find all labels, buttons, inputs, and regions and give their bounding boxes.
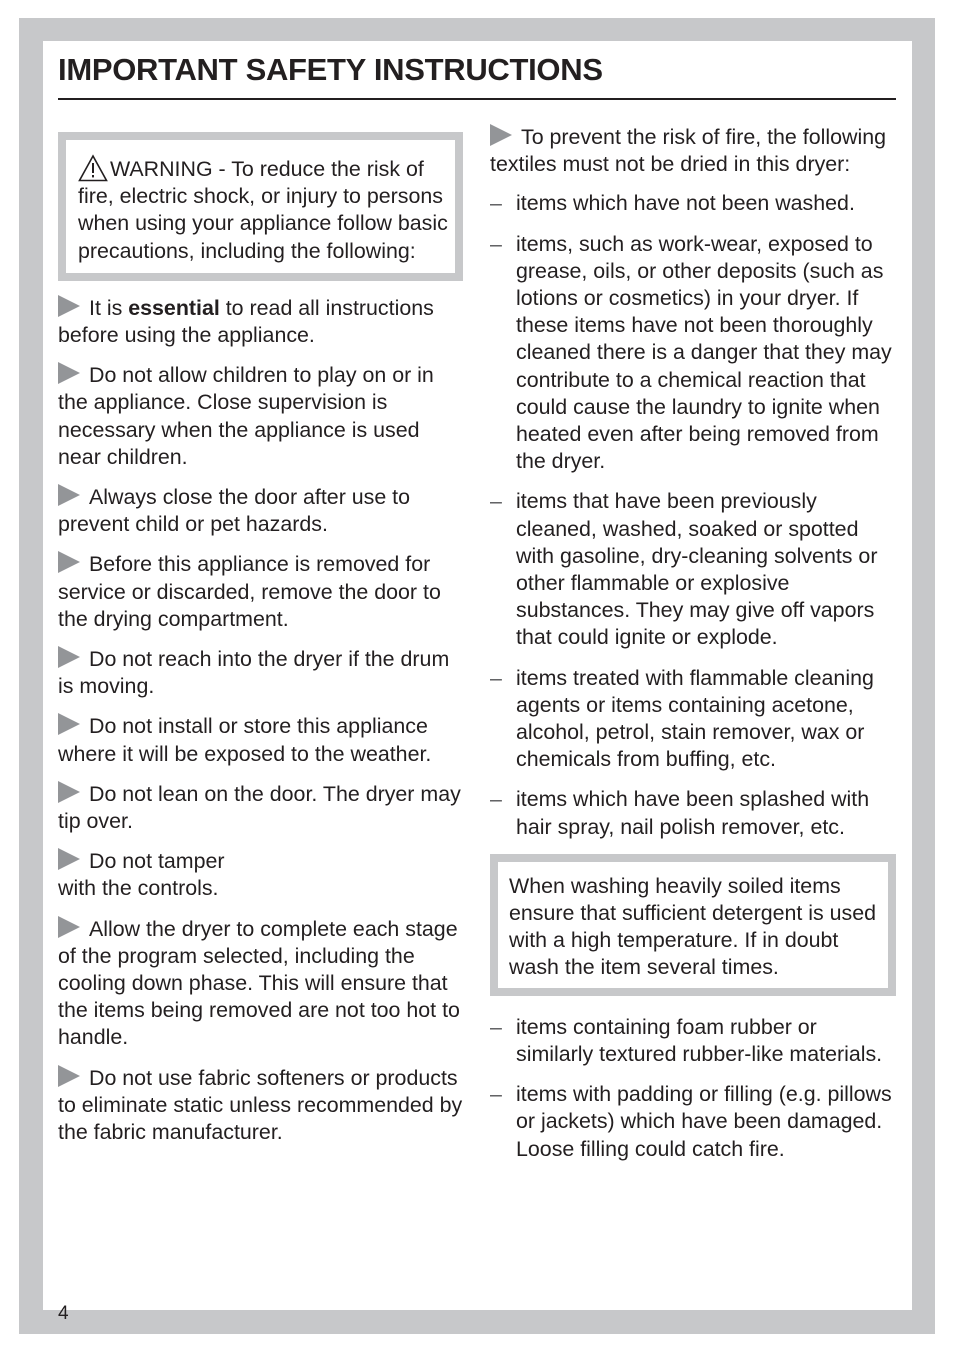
- bullet-arrow-icon: [58, 916, 80, 938]
- bullet-arrow-icon: [58, 1065, 80, 1087]
- bullet-drum-moving: Do not reach into the dryer if the drum is moving.: [58, 647, 450, 699]
- bullet-complete-stage: Allow the dryer to complete each stage of the program selected, including the cooling down phase. This will ensure that the items being removed are not too hot to handle.: [58, 916, 460, 1050]
- bullet-arrow-icon: [58, 646, 80, 668]
- left-column: [58, 132, 463, 1159]
- list-item: – items that have been previously cleaned, washed, soaked or spotted with gasoline, dry-cleaning solvents or other flammable or explosive substances. They may give off vapors that could ignite or explode.: [490, 489, 878, 650]
- bullet-arrow-icon: [58, 781, 80, 803]
- bullet-close-door: Always close the door after use to prevent child or pet hazards.: [58, 485, 411, 537]
- bullet-fabric-softeners: Do not use fabric softeners or products to eliminate static unless recommended by the fabric manufacturer.: [58, 1065, 463, 1145]
- bullet-arrow-icon: [58, 713, 80, 735]
- bullet-arrow-icon: [58, 848, 80, 870]
- warning-triangle-icon: [78, 154, 108, 182]
- fire-risk-lead: To prevent the risk of fire, the following textiles must not be dried in this dryer:: [490, 125, 887, 177]
- bullet-arrow-icon: [58, 295, 80, 317]
- bullet-arrow-icon: [490, 124, 512, 146]
- page-title: IMPORTANT SAFETY INSTRUCTIONS: [58, 52, 603, 87]
- list-item: – items, such as work-wear, exposed to grease, oils, or other deposits (such as lotions or cosmetics) in your dryer. If these items have not been thoroughly cleaned there is a danger that they may contribute to a chemical reaction that could cause the laundry to ignite when heated even after being removed from the dryer.: [490, 231, 892, 474]
- textile-list-a: [490, 190, 896, 840]
- bullet-tamper: Do not tamper with the controls.: [58, 849, 225, 901]
- warning-text: WARNING - To reduce the risk of fire, electric shock, or injury to persons when using your appliance follow basic precautions, including the following:: [78, 157, 448, 263]
- bullet-arrow-icon: [58, 362, 80, 384]
- list-item: – items treated with flammable cleaning agents or items containing acetone, alcohol, petrol, stain remover, wax or chemicals from buffing, etc.: [490, 665, 874, 772]
- warning-box: [58, 132, 463, 281]
- bullet-read-instructions: It is essential to read all instructions before using the appliance.: [58, 295, 434, 348]
- page-number: 4: [58, 1303, 69, 1324]
- soiled-items-note: When washing heavily soiled items ensure that sufficient detergent is used with a high temperature. If in doubt wash the item several times.: [490, 854, 896, 996]
- list-item: – items which have been splashed with hair spray, nail polish remover, etc.: [490, 787, 870, 839]
- list-item: – items containing foam rubber or similarly textured rubber-like materials.: [490, 1014, 883, 1066]
- bullet-lean-door: Do not lean on the door. The dryer may tip over.: [58, 781, 461, 834]
- essential-emphasis: essential: [128, 295, 220, 320]
- bullet-arrow-icon: [58, 484, 80, 506]
- bullet-weather: Do not install or store this appliance where it will be exposed to the weather.: [58, 714, 432, 766]
- textile-list-b: [490, 1014, 896, 1163]
- title-rule: [58, 98, 896, 100]
- bullet-children: Do not allow children to play on or in the appliance. Close supervision is necessary when the appliance is used near children.: [58, 363, 434, 469]
- list-item: – items which have not been washed.: [490, 191, 855, 216]
- bullet-remove-door: Before this appliance is removed for service or discarded, remove the door to the drying compartment.: [58, 552, 441, 631]
- bullet-arrow-icon: [58, 551, 80, 573]
- right-column: [490, 124, 896, 1176]
- list-item: – items with padding or filling (e.g. pillows or jackets) which have been damaged. Loose filling could catch fire.: [490, 1082, 892, 1161]
